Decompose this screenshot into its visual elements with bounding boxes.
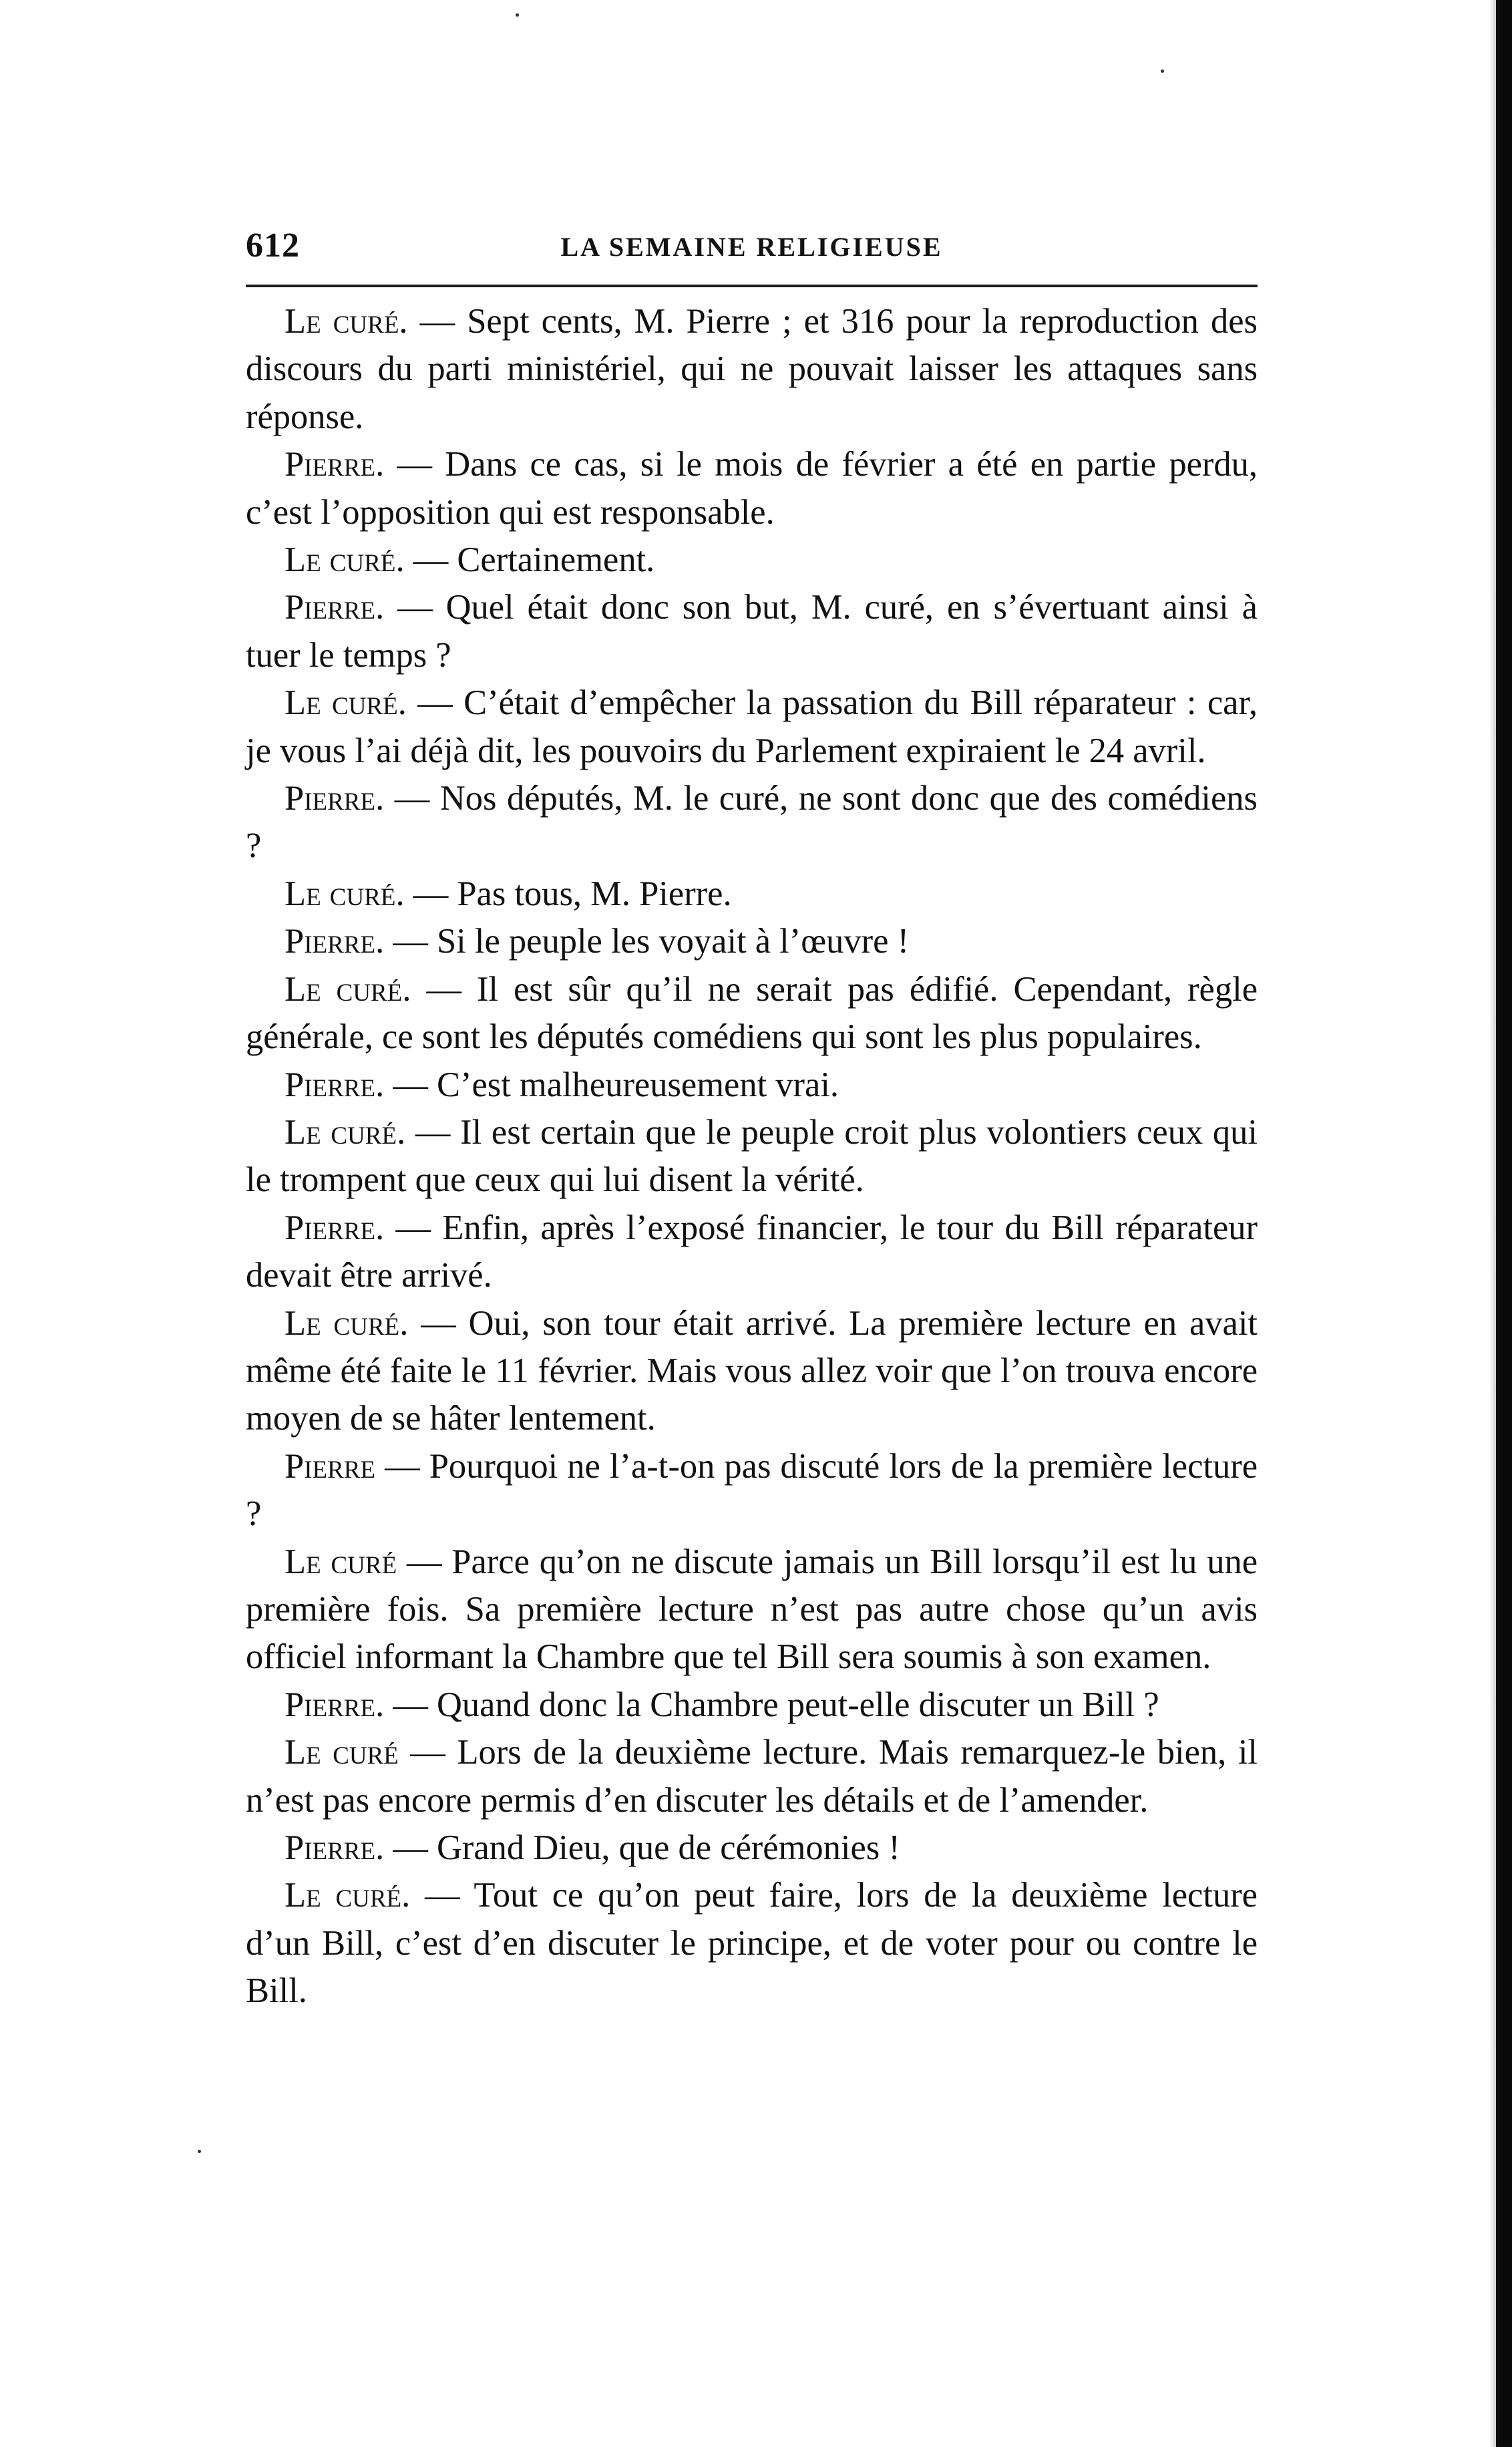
- dialogue-paragraph: [246, 1824, 1258, 1872]
- speaker-name: Pierre.: [285, 445, 385, 484]
- page-number: 612: [246, 226, 300, 265]
- scan-speck: [198, 2150, 201, 2153]
- dialogue-paragraph: [246, 870, 1258, 918]
- speaker-name: Le curé.: [285, 1112, 406, 1152]
- speaker-name: Pierre: [285, 1446, 376, 1486]
- speaker-name: Le curé.: [285, 1303, 409, 1343]
- speaker-name: Le curé: [285, 1733, 399, 1772]
- speaker-name: Le curé.: [285, 1876, 411, 1915]
- scan-speck: [516, 13, 519, 17]
- dialogue-paragraph: [246, 1062, 1258, 1109]
- speaker-name: Le curé.: [285, 874, 405, 913]
- running-head: LA SEMAINE RELIGIEUSE: [560, 232, 943, 262]
- paragraph-text: — Sept cents, M. Pierre ; et 316 pour la reproduction des discours du parti ministériel, qui ne pouvait laisser les attaques sans réponse.: [246, 302, 1258, 436]
- dialogue-paragraph: [246, 966, 1258, 1062]
- scan-page-edge: [1496, 0, 1512, 2447]
- speaker-name: Pierre.: [285, 1685, 385, 1724]
- paragraph-text: — Quel était donc son but, M. curé, en s’évertuant ainsi à tuer le temps ?: [246, 588, 1258, 675]
- dialogue-paragraph: [246, 1538, 1258, 1681]
- paragraph-text: — Quand donc la Chambre peut-elle discuter un Bill ?: [384, 1685, 1159, 1724]
- paragraph-text: — Tout ce qu’on peut faire, lors de la deuxième lecture d’un Bill, c’est d’en discuter le principe, et de voter pour ou contre le Bill.: [246, 1876, 1258, 2011]
- paragraph-text: — Il est sûr qu’il ne serait pas édifié. Cependant, règle générale, ce sont les députés comédiens qui sont les plus populaires.: [246, 969, 1258, 1057]
- dialogue-paragraph: [246, 441, 1258, 536]
- dialogue-paragraph: [246, 1443, 1258, 1538]
- paragraph-text: — Pourquoi ne l’a-t-on pas discuté lors de la première lecture ?: [246, 1446, 1258, 1534]
- paragraph-text: — C’est malheureusement vrai.: [384, 1065, 839, 1104]
- dialogue-paragraph: [246, 1109, 1258, 1204]
- speaker-name: Le curé.: [285, 969, 411, 1009]
- dialogue-text: [246, 298, 1258, 2015]
- speaker-name: Pierre.: [285, 779, 385, 818]
- speaker-name: Pierre.: [285, 588, 385, 627]
- speaker-name: Le curé.: [285, 683, 407, 723]
- dialogue-paragraph: [246, 1681, 1258, 1729]
- speaker-name: Pierre.: [285, 1828, 385, 1867]
- speaker-name: Pierre.: [285, 922, 385, 961]
- speaker-name: Le curé: [285, 1542, 397, 1581]
- paragraph-text: — Lors de la deuxième lecture. Mais remarquez-le bien, il n’est pas encore permis d’en discuter les détails et de l’amender.: [246, 1733, 1258, 1820]
- scan-speck: [1161, 69, 1164, 73]
- paragraph-text: — Oui, son tour était arrivé. La première lecture en avait même été faite le 11 février. Mais vous allez voir que l’on trouva encore moyen de se hâter lentement.: [246, 1303, 1258, 1438]
- dialogue-paragraph: [246, 1872, 1258, 2015]
- dialogue-paragraph: [246, 1729, 1258, 1824]
- paragraph-text: — Parce qu’on ne discute jamais un Bill lorsqu’il est lu une première fois. Sa première lecture n’est pas autre chose qu’un avis officiel informant la Chambre que tel Bill sera soumis à son examen.: [246, 1542, 1258, 1677]
- dialogue-paragraph: [246, 918, 1258, 965]
- page-header: [246, 220, 1258, 274]
- speaker-name: Le curé.: [285, 540, 405, 580]
- dialogue-paragraph: [246, 584, 1258, 679]
- paragraph-text: — Il est certain que le peuple croit plus volontiers ceux qui le trompent que ceux qui lui disent la vérité.: [246, 1112, 1258, 1200]
- header-rule: [246, 285, 1258, 287]
- dialogue-paragraph: [246, 1300, 1258, 1443]
- dialogue-paragraph: [246, 679, 1258, 775]
- dialogue-paragraph: [246, 1204, 1258, 1300]
- paragraph-text: — Si le peuple les voyait à l’œuvre !: [384, 922, 910, 961]
- dialogue-paragraph: [246, 298, 1258, 441]
- paragraph-text: — Enfin, après l’exposé financier, le tour du Bill réparateur devait être arrivé.: [246, 1208, 1258, 1295]
- speaker-name: Pierre.: [285, 1208, 385, 1247]
- dialogue-paragraph: [246, 775, 1258, 870]
- speaker-name: Pierre.: [285, 1065, 385, 1104]
- paragraph-text: — Certainement.: [404, 540, 655, 580]
- scan-edge-shadow: [1489, 0, 1496, 2447]
- paragraph-text: — Dans ce cas, si le mois de février a été en partie perdu, c’est l’opposition qui est responsable.: [246, 445, 1258, 532]
- paragraph-text: — Grand Dieu, que de cérémonies !: [384, 1828, 900, 1867]
- speaker-name: Le curé.: [285, 302, 408, 341]
- paragraph-text: — Nos députés, M. le curé, ne sont donc que des comédiens ?: [246, 779, 1258, 866]
- dialogue-paragraph: [246, 536, 1258, 584]
- paragraph-text: — Pas tous, M. Pierre.: [404, 874, 732, 913]
- paragraph-text: — C’était d’empêcher la passation du Bill réparateur : car, je vous l’ai déjà dit, les pouvoirs du Parlement expiraient le 24 avril.: [246, 683, 1258, 770]
